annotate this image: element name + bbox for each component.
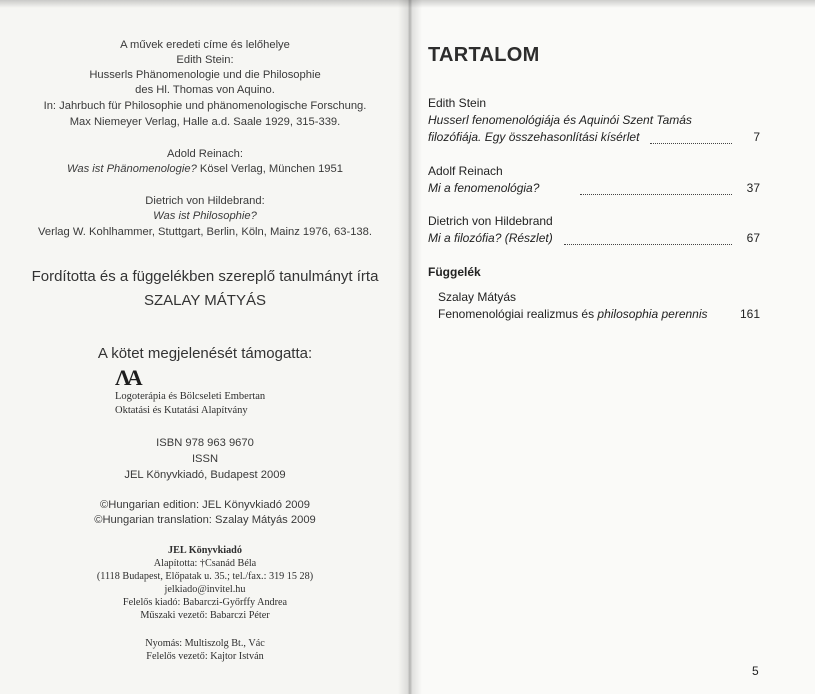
hildebrand-publisher: Verlag W. Kohlhammer, Stuttgart, Berlin, Köln, Mainz 1976, 63-138. (38, 226, 372, 238)
toc-appendix-label: Függelék (428, 265, 481, 279)
toc-title-stein-2: filozófiája. Egy összehasonlítási kísérlet (428, 130, 640, 144)
original-stein-title: Husserls Phänomenologie und die Philosophie (89, 69, 321, 81)
reinach-publisher: Kösel Verlag, München 1951 (196, 163, 343, 175)
imprint-name: JEL Könyvkiadó (168, 545, 242, 556)
copyright-edition: ©Hungarian edition: JEL Könyvkiadó 2009 (100, 499, 310, 511)
hildebrand-author: Dietrich von Hildebrand: (145, 195, 265, 207)
toc-author-reinach: Adolf Reinach (428, 164, 503, 178)
toc-appendix-title (438, 307, 708, 321)
toc-title-hildebrand: Mi a filozófia? (Részlet) (428, 231, 553, 245)
page-title: TARTALOM (428, 44, 540, 66)
translator-name: SZALAY MÁTYÁS (144, 292, 266, 309)
toc-page-hildebrand: 67 (746, 231, 760, 245)
toc-page-stein: 7 (753, 130, 760, 144)
copyright-translation: ©Hungarian translation: Szalay Mátyás 2009 (94, 514, 316, 526)
imprint-tech: Műszaki vezető: Babarczi Péter (140, 610, 270, 621)
toc-page-appendix: 161 (739, 307, 760, 321)
toc-title-reinach: Mi a fenomenológia? (428, 181, 540, 195)
toc-leader-reinach (580, 193, 732, 195)
original-stein-source: In: Jahrbuch für Philosophie und phänomenologische Forschung. (43, 100, 367, 112)
toc-page-reinach: 37 (746, 181, 760, 195)
imprint-founder: Alapította: †Csanád Béla (153, 558, 257, 569)
toc-title-stein-1: Husserl fenomenológiája és Aquinói Szent Tamás (428, 113, 692, 127)
publisher-line: JEL Könyvkiadó, Budapest 2009 (124, 469, 286, 481)
imprint-address: (1118 Budapest, Előpatak u. 35.; tel./fax.: 319 15 28) (96, 571, 314, 582)
translator-line: Fordította és a függelékben szereplő tanulmányt írta (31, 268, 379, 285)
toc-appendix-title-b: philosophia perennis (597, 307, 708, 321)
foundation-name-1: Logoterápia és Bölcseleti Embertan (115, 391, 266, 402)
hildebrand-title: Was ist Philosophie? (153, 210, 257, 222)
support-line: A kötet megjelenését támogatta: (97, 345, 313, 362)
imprint-print-lead: Felelős vezető: Kajtor István (146, 651, 264, 662)
original-stein-publisher: Max Niemeyer Verlag, Halle a.d. Saale 1929, 315-339. (69, 116, 341, 128)
reinach-title: Was ist Phänomenologie? (67, 163, 197, 175)
isbn: ISBN 978 963 9670 (156, 437, 254, 449)
foundation-logo: ΛA (115, 365, 139, 390)
original-title-heading: A művek eredeti címe és lelőhelye (120, 39, 290, 51)
imprint-print: Nyomás: Multiszolg Bt., Vác (145, 638, 265, 649)
toc-leader-hildebrand (564, 243, 732, 245)
toc-author-hildebrand: Dietrich von Hildebrand (428, 214, 553, 228)
imprint-email: jelkiado@invitel.hu (164, 584, 246, 595)
toc-leader-stein (650, 142, 732, 144)
reinach-source (0, 163, 410, 175)
page-number: 5 (752, 664, 759, 678)
toc-appendix-author: Szalay Mátyás (438, 290, 517, 304)
original-stein-title-2: des Hl. Thomas von Aquino. (135, 84, 275, 96)
foundation-name-2: Oktatási és Kutatási Alapítvány (115, 405, 248, 416)
toc-appendix-title-a: Fenomenológiai realizmus és (438, 307, 598, 321)
issn: ISSN (191, 453, 219, 465)
imprint-editor: Felelős kiadó: Babarczi-Győrffy Andrea (122, 597, 288, 608)
toc-author-stein: Edith Stein (428, 96, 487, 110)
original-stein-author: Edith Stein: (176, 54, 234, 66)
top-shadow (0, 0, 815, 8)
reinach-author: Adold Reinach: (167, 148, 243, 160)
